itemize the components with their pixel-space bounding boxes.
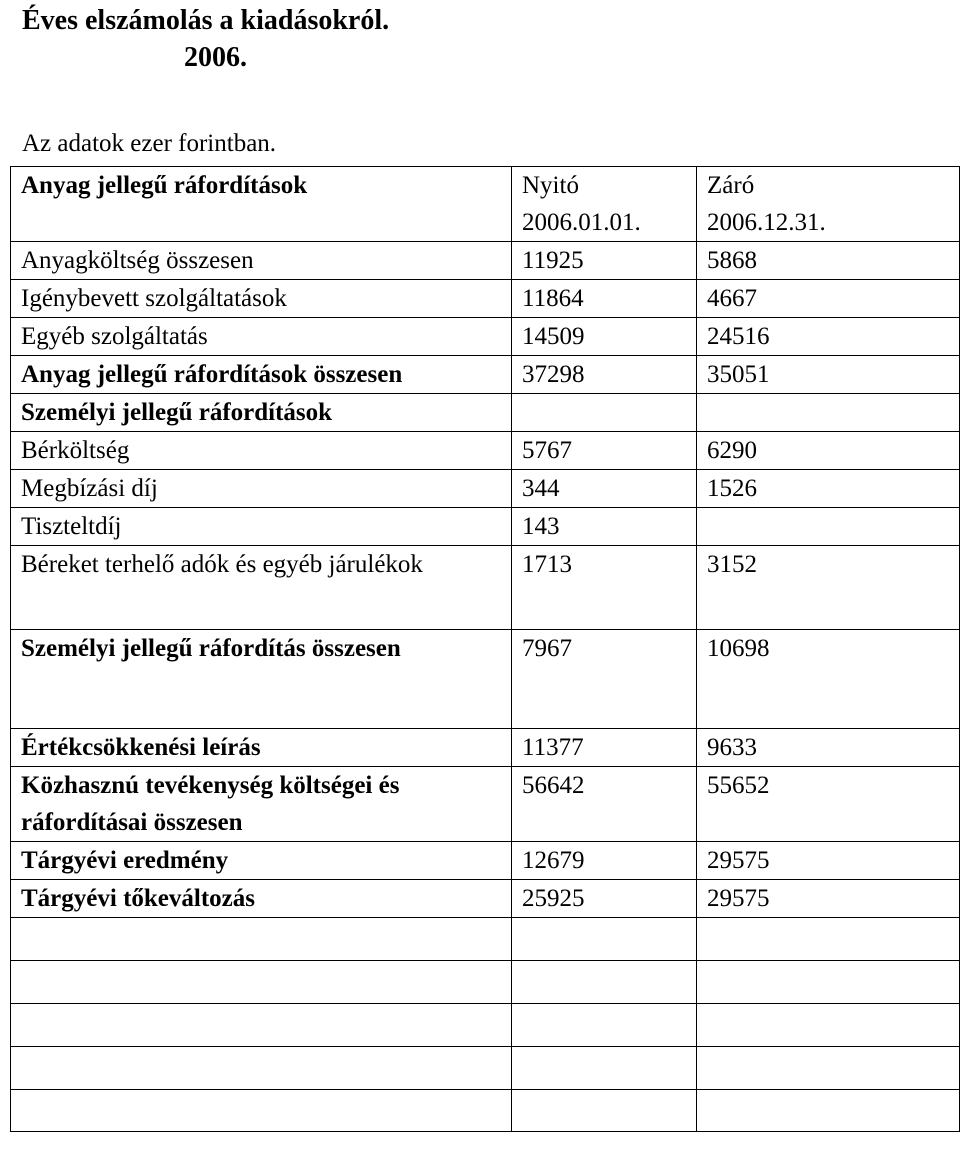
empty-row [11, 1090, 960, 1132]
table-row [11, 470, 960, 508]
row-opening: 11925 [512, 242, 697, 280]
empty-row [11, 1004, 960, 1047]
row-opening: 14509 [512, 318, 697, 356]
row-closing: 1526 [697, 470, 960, 508]
empty-cell [512, 918, 697, 961]
empty-cell [697, 918, 960, 961]
row-opening: 143 [512, 508, 697, 546]
table-row [11, 842, 960, 880]
empty-cell [512, 1047, 697, 1090]
empty-cell [697, 1090, 960, 1132]
row-label: Közhasznú tevékenység költségei és ráfordításai összesen [11, 767, 512, 842]
row-opening: 7967 [512, 630, 697, 729]
header-opening [512, 167, 697, 242]
table-row [11, 318, 960, 356]
empty-cell [512, 1090, 697, 1132]
empty-cell [11, 918, 512, 961]
empty-row [11, 1047, 960, 1090]
empty-cell [11, 1090, 512, 1132]
row-opening: 56642 [512, 767, 697, 842]
row-label: Anyag jellegű ráfordítások összesen [11, 356, 512, 394]
row-opening [512, 394, 697, 432]
header-closing-date: 2006.12.31. [707, 209, 826, 236]
row-closing: 6290 [697, 432, 960, 470]
row-closing: 10698 [697, 630, 960, 729]
row-label: Bérköltség [11, 432, 512, 470]
table-row [11, 880, 960, 918]
row-label: Tárgyévi eredmény [11, 842, 512, 880]
row-closing: 29575 [697, 880, 960, 918]
empty-cell [697, 1047, 960, 1090]
table-row [11, 729, 960, 767]
row-closing: 24516 [697, 318, 960, 356]
row-opening: 12679 [512, 842, 697, 880]
table-row [11, 546, 960, 630]
table-row [11, 767, 960, 842]
units-note: Az adatok ezer forintban. [22, 130, 277, 157]
table-row [11, 356, 960, 394]
row-label: Értékcsökkenési leírás [11, 729, 512, 767]
row-opening: 5767 [512, 432, 697, 470]
empty-cell [11, 1004, 512, 1047]
row-label: Tárgyévi tőkeváltozás [11, 880, 512, 918]
empty-cell [512, 1004, 697, 1047]
row-closing [697, 508, 960, 546]
table-row [11, 508, 960, 546]
header-opening-title: Nyitó [522, 172, 579, 199]
row-opening: 11864 [512, 280, 697, 318]
table-row [11, 432, 960, 470]
row-opening: 37298 [512, 356, 697, 394]
empty-row [11, 918, 960, 961]
row-closing: 4667 [697, 280, 960, 318]
empty-cell [697, 1004, 960, 1047]
page-title [22, 2, 389, 76]
row-label: Személyi jellegű ráfordítás összesen [11, 630, 512, 729]
table-row [11, 242, 960, 280]
empty-cell [11, 961, 512, 1004]
header-closing [697, 167, 960, 242]
header-closing-title: Záró [707, 172, 755, 199]
row-label: Személyi jellegű ráfordítások [11, 394, 512, 432]
row-closing: 55652 [697, 767, 960, 842]
row-closing: 3152 [697, 546, 960, 630]
empty-row [11, 961, 960, 1004]
header-label: Anyag jellegű ráfordítások [11, 167, 512, 242]
table-row [11, 394, 960, 432]
row-closing: 5868 [697, 242, 960, 280]
header-opening-date: 2006.01.01. [522, 209, 641, 236]
row-label: Egyéb szolgáltatás [11, 318, 512, 356]
row-closing: 9633 [697, 729, 960, 767]
table-header-row [11, 167, 960, 242]
row-label: Megbízási díj [11, 470, 512, 508]
empty-cell [512, 961, 697, 1004]
row-label: Tiszteltdíj [11, 508, 512, 546]
row-opening: 1713 [512, 546, 697, 630]
table-row [11, 280, 960, 318]
empty-cell [697, 961, 960, 1004]
row-closing [697, 394, 960, 432]
expense-table [10, 166, 960, 1132]
row-label: Béreket terhelő adók és egyéb járulékok [11, 546, 512, 630]
row-closing: 35051 [697, 356, 960, 394]
row-closing: 29575 [697, 842, 960, 880]
row-label: Anyagköltség összesen [11, 242, 512, 280]
title-line-1: Éves elszámolás a kiadásokról. [22, 5, 390, 36]
row-opening: 11377 [512, 729, 697, 767]
empty-cell [11, 1047, 512, 1090]
title-year: 2006. [184, 42, 247, 73]
table-row [11, 630, 960, 729]
row-label: Igénybevett szolgáltatások [11, 280, 512, 318]
row-opening: 344 [512, 470, 697, 508]
row-opening: 25925 [512, 880, 697, 918]
